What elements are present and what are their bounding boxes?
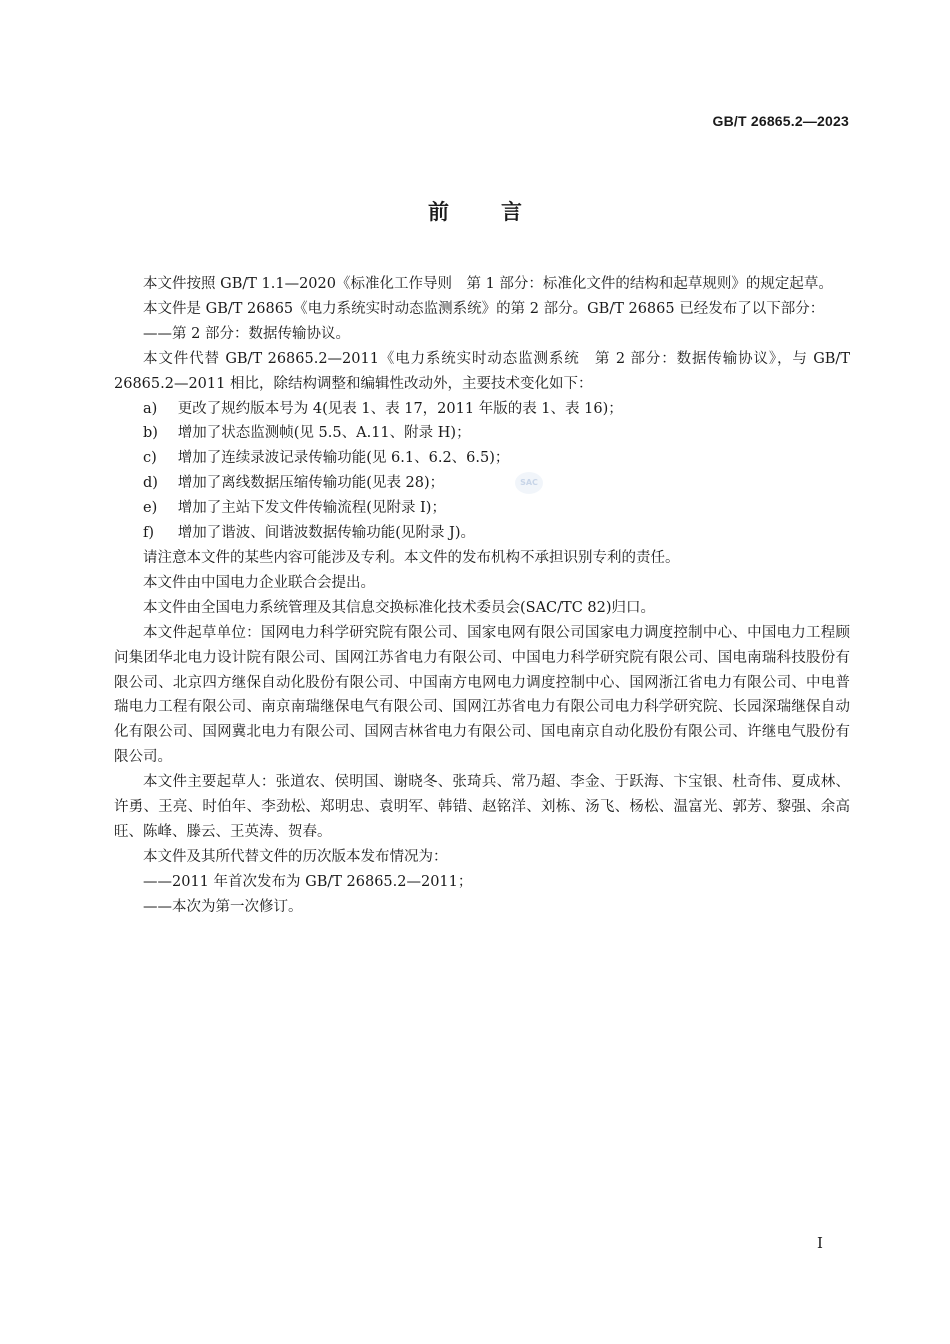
change-item-d	[114, 471, 850, 496]
list-marker: d)	[143, 475, 158, 492]
change-item-f	[114, 521, 850, 546]
list-item-text: 增加了连续录波记录传输功能(见 6.1、6.2、6.5)；	[177, 450, 510, 467]
paragraph-replacement: 本文件代替 GB/T 26865.2—2011《电力系统实时动态监测系统 第 2 部分：数据传输协议》，与 GB/T 26865.2—2011 相比，除结构调整和编辑性改动外，主要技术变化如下：	[114, 350, 850, 392]
list-marker: b)	[143, 425, 158, 442]
change-item-c	[114, 446, 850, 471]
list-item-text: 增加了主站下发文件传输流程(见附录 I)；	[177, 500, 446, 517]
page-number: I	[817, 1234, 823, 1252]
list-marker: c)	[143, 450, 157, 467]
foreword-body	[114, 272, 850, 920]
history-item: ——2011 年首次发布为 GB/T 26865.2—2011；	[143, 873, 473, 890]
history-item: ——本次为第一次修订。	[143, 898, 303, 915]
list-item-text: 更改了规约版本号为 4(见表 1、表 17，2011 年版的表 1、表 16)；	[177, 400, 623, 417]
paragraph-series-info: 本文件是 GB/T 26865《电力系统实时动态监测系统》的第 2 部分。GB/T 26865 已经发布了以下部分：	[143, 300, 825, 317]
list-marker: e)	[143, 500, 158, 517]
list-item-text: 增加了离线数据压缩传输功能(见表 28)；	[177, 475, 445, 492]
paragraph-patent-notice: 请注意本文件的某些内容可能涉及专利。本文件的发布机构不承担识别专利的责任。	[143, 549, 680, 566]
change-item-a	[114, 397, 850, 422]
list-item-part: ——第 2 部分：数据传输协议。	[143, 325, 350, 342]
paragraph-drafters: 本文件主要起草人：张道农、侯明国、谢晓冬、张琦兵、常乃超、李金、于跃海、卞宝银、杜奇伟、夏成林、许勇、王亮、时伯年、李劲松、郑明忠、袁明军、韩错、赵铭洋、刘栋、汤飞、杨松、温富光、郭芳、黎强、余高旺、陈峰、滕云、王英涛、贺春。	[114, 774, 850, 840]
paragraph-proposer: 本文件由中国电力企业联合会提出。	[143, 574, 375, 591]
change-item-e	[114, 496, 850, 521]
list-item-text: 增加了状态监测帧(见 5.5、A.11、附录 H)；	[177, 425, 471, 442]
paragraph-drafting-units: 本文件起草单位：国网电力科学研究院有限公司、国家电网有限公司国家电力调度控制中心、中国电力工程顾问集团华北电力设计院有限公司、国网江苏省电力有限公司、中国电力科学研究院有限公司、国电南瑞科技股份有限公司、北京四方继保自动化股份有限公司、中国南方电网电力调度控制中心、国网浙江省电力有限公司、中电普瑞电力工程有限公司、南京南瑞继保电气有限公司、国网江苏省电力有限公司电力科学研究院、长园深瑞继保自动化有限公司、国网冀北电力有限公司、国网吉林省电力有限公司、国电南京自动化股份有限公司、许继电气股份有限公司。	[114, 624, 850, 766]
page-title: 前言	[428, 200, 574, 224]
paragraph-committee: 本文件由全国电力系统管理及其信息交换标准化技术委员会(SAC/TC 82)归口。	[143, 599, 656, 616]
paragraph-history-intro: 本文件及其所代替文件的历次版本发布情况为：	[143, 848, 448, 865]
standard-code-header: GB/T 26865.2—2023	[712, 113, 849, 129]
list-marker: a)	[143, 400, 158, 417]
sac-watermark-logo: SAC	[515, 472, 543, 494]
list-marker: f)	[143, 525, 155, 542]
paragraph-drafting-rules: 本文件按照 GB/T 1.1—2020《标准化工作导则 第 1 部分：标准化文件的结构和起草规则》的规定起草。	[143, 276, 833, 292]
change-item-b	[114, 421, 850, 446]
list-item-text: 增加了谐波、间谐波数据传输功能(见附录 J)。	[177, 525, 476, 542]
